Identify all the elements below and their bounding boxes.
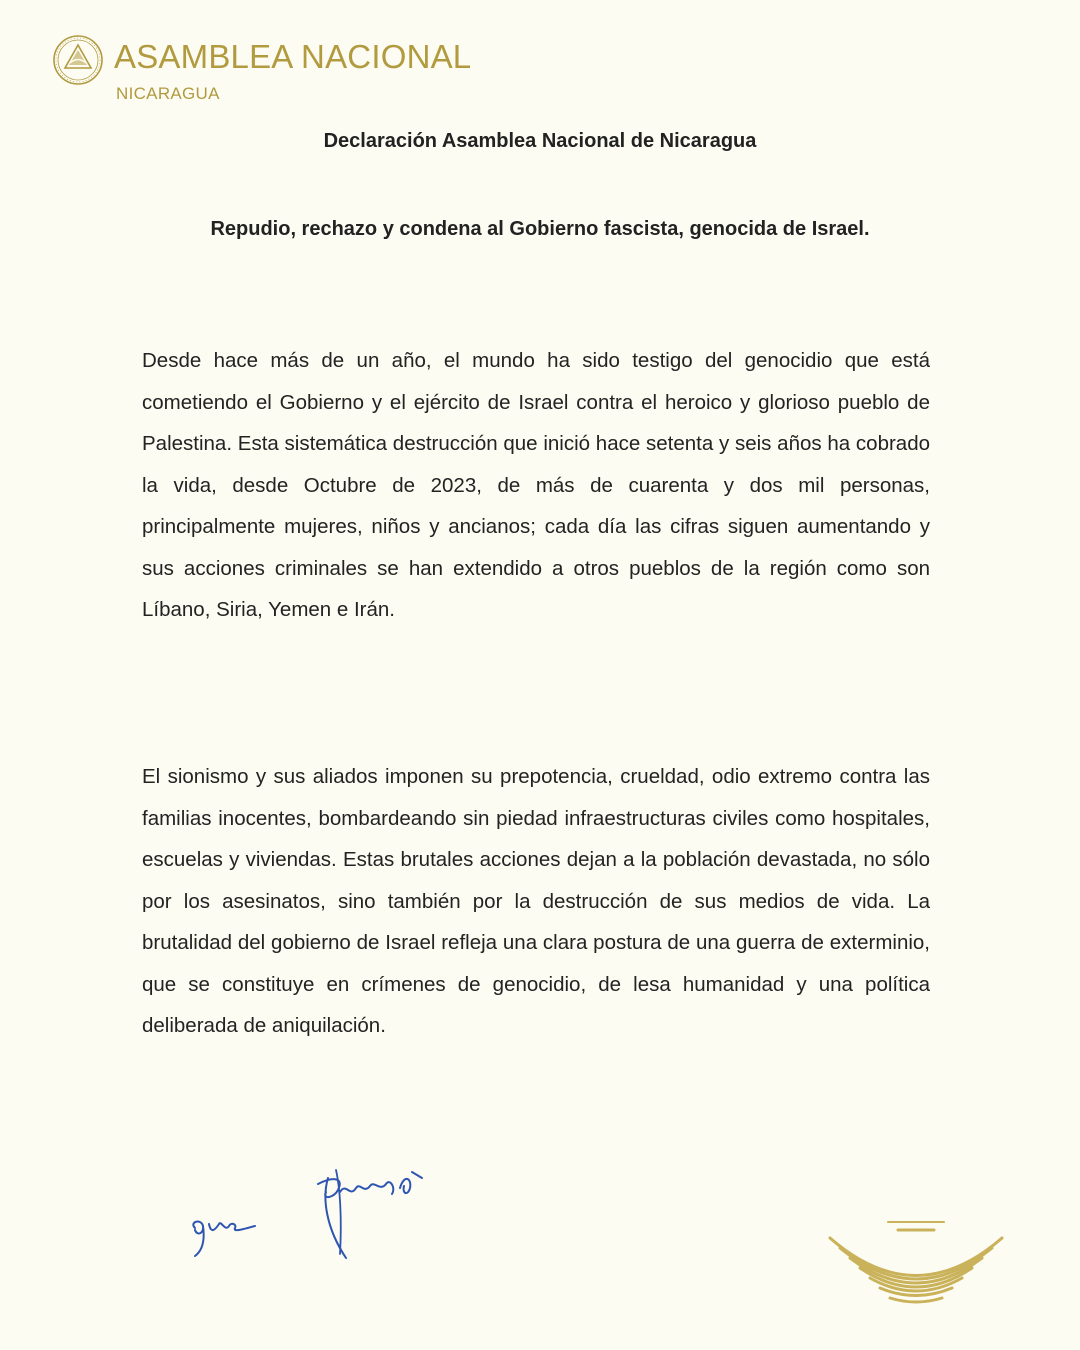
nicaragua-coat-of-arms-icon xyxy=(52,34,104,86)
assembly-chamber-logo-icon xyxy=(818,1218,1014,1330)
document-subtitle: Repudio, rechazo y condena al Gobierno fascista, genocida de Israel. xyxy=(210,218,870,240)
body-paragraph: Desde hace más de un año, el mundo ha sido testigo del genocidio que está cometiendo el Gobierno y el ejército de Israel contra el heroico y glorioso pueblo de Palestina. Esta sistemática destrucción que inició hace setenta y seis años ha cobrado la vida, desde Octubre de 2023, de más de cuarenta y dos mil personas, principalmente mujeres, niños y ancianos; cada día las cifras siguen aumentando y sus acciones criminales se han extendido a otros pueblos de la región como son Líbano, Siria, Yemen e Irán. xyxy=(142,349,930,621)
body-paragraph: El sionismo y sus aliados imponen su prepotencia, crueldad, odio extremo contra las familias inocentes, bombardeando sin piedad infraestructuras civiles como hospitales, escuelas y viviendas. Estas brutales acciones dejan a la población devastada, no sólo por los asesinatos, sino también por la destrucción de sus medios de vida. La brutalidad del gobierno de Israel refleja una clara postura de una guerra de exterminio, que se constituye en crímenes de genocidio, de lesa humanidad y una política deliberada de aniquilación. xyxy=(142,765,930,1037)
organization-country: NICARAGUA xyxy=(116,84,220,103)
organization-name: ASAMBLEA NACIONAL xyxy=(114,38,472,75)
handwritten-signature xyxy=(185,1200,265,1260)
letterhead xyxy=(52,32,572,112)
handwritten-signature xyxy=(300,1158,435,1268)
document-title: Declaración Asamblea Nacional de Nicaragua xyxy=(323,130,757,152)
